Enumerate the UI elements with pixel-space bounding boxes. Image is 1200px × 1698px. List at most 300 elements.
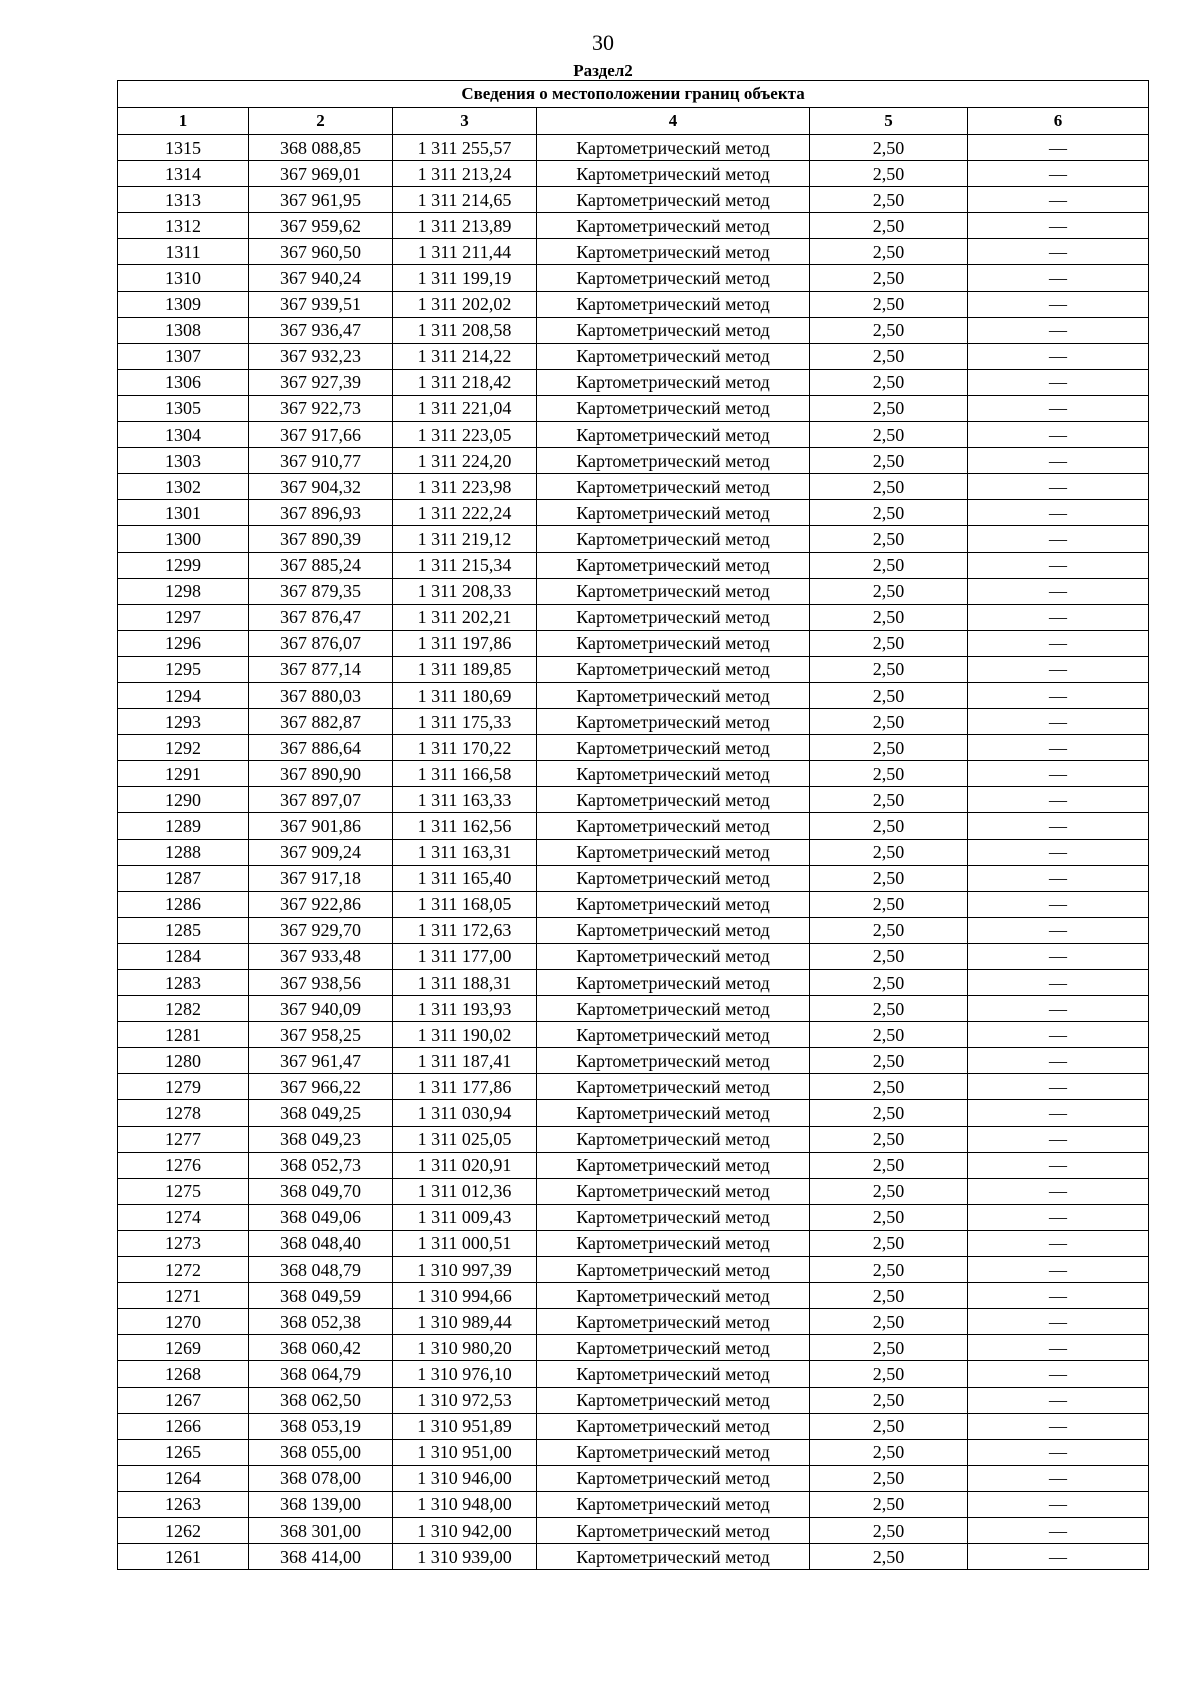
method-cell: Картометрический метод <box>537 474 810 500</box>
method-cell: Картометрический метод <box>537 213 810 239</box>
point-number-cell: 1303 <box>118 448 249 474</box>
y-coordinate-cell: 1 310 946,00 <box>393 1465 537 1491</box>
method-cell: Картометрический метод <box>537 656 810 682</box>
note-cell: — <box>968 761 1149 787</box>
table-row <box>118 656 1149 682</box>
method-cell: Картометрический метод <box>537 1152 810 1178</box>
point-number-cell: 1274 <box>118 1204 249 1230</box>
point-number-cell: 1263 <box>118 1491 249 1517</box>
y-coordinate-cell: 1 311 163,31 <box>393 839 537 865</box>
y-coordinate-cell: 1 311 214,22 <box>393 343 537 369</box>
x-coordinate-cell: 367 876,07 <box>249 630 393 656</box>
accuracy-cell: 2,50 <box>810 1257 968 1283</box>
accuracy-cell: 2,50 <box>810 1517 968 1543</box>
method-cell: Картометрический метод <box>537 291 810 317</box>
accuracy-cell: 2,50 <box>810 1074 968 1100</box>
note-cell: — <box>968 1465 1149 1491</box>
method-cell: Картометрический метод <box>537 1387 810 1413</box>
accuracy-cell: 2,50 <box>810 187 968 213</box>
note-cell: — <box>968 1517 1149 1543</box>
y-coordinate-cell: 1 311 168,05 <box>393 891 537 917</box>
note-cell: — <box>968 1178 1149 1204</box>
method-cell: Картометрический метод <box>537 422 810 448</box>
method-cell: Картометрический метод <box>537 187 810 213</box>
x-coordinate-cell: 368 055,00 <box>249 1439 393 1465</box>
y-coordinate-cell: 1 311 177,86 <box>393 1074 537 1100</box>
accuracy-cell: 2,50 <box>810 526 968 552</box>
note-cell: — <box>968 213 1149 239</box>
boundary-coordinates-table <box>117 80 1149 1570</box>
point-number-cell: 1278 <box>118 1100 249 1126</box>
y-coordinate-cell: 1 311 030,94 <box>393 1100 537 1126</box>
column-number-5: 5 <box>810 108 968 135</box>
method-cell: Картометрический метод <box>537 970 810 996</box>
method-cell: Картометрический метод <box>537 813 810 839</box>
accuracy-cell: 2,50 <box>810 317 968 343</box>
y-coordinate-cell: 1 310 939,00 <box>393 1544 537 1570</box>
y-coordinate-cell: 1 311 177,00 <box>393 943 537 969</box>
table-body <box>118 135 1149 1570</box>
table-row <box>118 578 1149 604</box>
x-coordinate-cell: 367 880,03 <box>249 682 393 708</box>
x-coordinate-cell: 367 927,39 <box>249 369 393 395</box>
x-coordinate-cell: 368 049,06 <box>249 1204 393 1230</box>
x-coordinate-cell: 368 049,23 <box>249 1126 393 1152</box>
point-number-cell: 1276 <box>118 1152 249 1178</box>
note-cell: — <box>968 161 1149 187</box>
method-cell: Картометрический метод <box>537 1361 810 1387</box>
table-row <box>118 1544 1149 1570</box>
method-cell: Картометрический метод <box>537 552 810 578</box>
x-coordinate-cell: 367 890,39 <box>249 526 393 552</box>
x-coordinate-cell: 367 958,25 <box>249 1022 393 1048</box>
accuracy-cell: 2,50 <box>810 970 968 996</box>
accuracy-cell: 2,50 <box>810 630 968 656</box>
note-cell: — <box>968 1544 1149 1570</box>
y-coordinate-cell: 1 311 221,04 <box>393 395 537 421</box>
point-number-cell: 1312 <box>118 213 249 239</box>
method-cell: Картометрический метод <box>537 1126 810 1152</box>
x-coordinate-cell: 368 049,70 <box>249 1178 393 1204</box>
note-cell: — <box>968 996 1149 1022</box>
note-cell: — <box>968 943 1149 969</box>
table-row <box>118 395 1149 421</box>
table-row <box>118 1361 1149 1387</box>
note-cell: — <box>968 1283 1149 1309</box>
note-cell: — <box>968 1491 1149 1517</box>
note-cell: — <box>968 1361 1149 1387</box>
y-coordinate-cell: 1 310 972,53 <box>393 1387 537 1413</box>
table-row <box>118 891 1149 917</box>
accuracy-cell: 2,50 <box>810 1126 968 1152</box>
x-coordinate-cell: 367 882,87 <box>249 709 393 735</box>
accuracy-cell: 2,50 <box>810 213 968 239</box>
y-coordinate-cell: 1 310 976,10 <box>393 1361 537 1387</box>
y-coordinate-cell: 1 311 202,21 <box>393 604 537 630</box>
method-cell: Картометрический метод <box>537 369 810 395</box>
point-number-cell: 1287 <box>118 865 249 891</box>
accuracy-cell: 2,50 <box>810 1465 968 1491</box>
table-caption: Сведения о местоположении границ объекта <box>118 81 1149 108</box>
point-number-cell: 1288 <box>118 839 249 865</box>
table-row <box>118 317 1149 343</box>
method-cell: Картометрический метод <box>537 526 810 552</box>
x-coordinate-cell: 368 064,79 <box>249 1361 393 1387</box>
table-row <box>118 709 1149 735</box>
column-number-1: 1 <box>118 108 249 135</box>
point-number-cell: 1293 <box>118 709 249 735</box>
table-row <box>118 1230 1149 1256</box>
accuracy-cell: 2,50 <box>810 369 968 395</box>
y-coordinate-cell: 1 311 000,51 <box>393 1230 537 1256</box>
table-row <box>118 1178 1149 1204</box>
method-cell: Картометрический метод <box>537 239 810 265</box>
y-coordinate-cell: 1 311 187,41 <box>393 1048 537 1074</box>
note-cell: — <box>968 1100 1149 1126</box>
method-cell: Картометрический метод <box>537 1335 810 1361</box>
accuracy-cell: 2,50 <box>810 1048 968 1074</box>
table-row <box>118 474 1149 500</box>
method-cell: Картометрический метод <box>537 943 810 969</box>
table-row <box>118 343 1149 369</box>
note-cell: — <box>968 187 1149 213</box>
y-coordinate-cell: 1 311 180,69 <box>393 682 537 708</box>
point-number-cell: 1314 <box>118 161 249 187</box>
point-number-cell: 1315 <box>118 135 249 161</box>
x-coordinate-cell: 367 959,62 <box>249 213 393 239</box>
note-cell: — <box>968 1204 1149 1230</box>
table-row <box>118 1517 1149 1543</box>
method-cell: Картометрический метод <box>537 891 810 917</box>
note-cell: — <box>968 317 1149 343</box>
accuracy-cell: 2,50 <box>810 761 968 787</box>
x-coordinate-cell: 367 933,48 <box>249 943 393 969</box>
x-coordinate-cell: 368 053,19 <box>249 1413 393 1439</box>
table-row <box>118 239 1149 265</box>
accuracy-cell: 2,50 <box>810 1335 968 1361</box>
table-row <box>118 970 1149 996</box>
method-cell: Картометрический метод <box>537 1517 810 1543</box>
y-coordinate-cell: 1 310 948,00 <box>393 1491 537 1517</box>
point-number-cell: 1284 <box>118 943 249 969</box>
accuracy-cell: 2,50 <box>810 917 968 943</box>
y-coordinate-cell: 1 311 208,33 <box>393 578 537 604</box>
note-cell: — <box>968 1413 1149 1439</box>
x-coordinate-cell: 367 960,50 <box>249 239 393 265</box>
y-coordinate-cell: 1 311 213,24 <box>393 161 537 187</box>
point-number-cell: 1290 <box>118 787 249 813</box>
x-coordinate-cell: 367 917,66 <box>249 422 393 448</box>
table-row <box>118 1387 1149 1413</box>
column-number-4: 4 <box>537 108 810 135</box>
x-coordinate-cell: 367 885,24 <box>249 552 393 578</box>
note-cell: — <box>968 291 1149 317</box>
point-number-cell: 1298 <box>118 578 249 604</box>
table-row <box>118 1283 1149 1309</box>
accuracy-cell: 2,50 <box>810 656 968 682</box>
point-number-cell: 1302 <box>118 474 249 500</box>
x-coordinate-cell: 368 048,40 <box>249 1230 393 1256</box>
x-coordinate-cell: 367 890,90 <box>249 761 393 787</box>
y-coordinate-cell: 1 311 214,65 <box>393 187 537 213</box>
method-cell: Картометрический метод <box>537 1283 810 1309</box>
accuracy-cell: 2,50 <box>810 395 968 421</box>
method-cell: Картометрический метод <box>537 1439 810 1465</box>
table-row <box>118 839 1149 865</box>
note-cell: — <box>968 239 1149 265</box>
point-number-cell: 1285 <box>118 917 249 943</box>
x-coordinate-cell: 367 910,77 <box>249 448 393 474</box>
note-cell: — <box>968 917 1149 943</box>
accuracy-cell: 2,50 <box>810 1100 968 1126</box>
point-number-cell: 1300 <box>118 526 249 552</box>
accuracy-cell: 2,50 <box>810 552 968 578</box>
method-cell: Картометрический метод <box>537 1178 810 1204</box>
table-row <box>118 761 1149 787</box>
point-number-cell: 1261 <box>118 1544 249 1570</box>
method-cell: Картометрический метод <box>537 735 810 761</box>
accuracy-cell: 2,50 <box>810 291 968 317</box>
x-coordinate-cell: 367 961,95 <box>249 187 393 213</box>
point-number-cell: 1266 <box>118 1413 249 1439</box>
note-cell: — <box>968 474 1149 500</box>
x-coordinate-cell: 368 062,50 <box>249 1387 393 1413</box>
accuracy-cell: 2,50 <box>810 891 968 917</box>
y-coordinate-cell: 1 311 218,42 <box>393 369 537 395</box>
point-number-cell: 1279 <box>118 1074 249 1100</box>
note-cell: — <box>968 395 1149 421</box>
accuracy-cell: 2,50 <box>810 839 968 865</box>
point-number-cell: 1301 <box>118 500 249 526</box>
accuracy-cell: 2,50 <box>810 1283 968 1309</box>
table-row <box>118 422 1149 448</box>
accuracy-cell: 2,50 <box>810 1544 968 1570</box>
accuracy-cell: 2,50 <box>810 343 968 369</box>
y-coordinate-cell: 1 311 189,85 <box>393 656 537 682</box>
method-cell: Картометрический метод <box>537 1465 810 1491</box>
note-cell: — <box>968 1439 1149 1465</box>
accuracy-cell: 2,50 <box>810 422 968 448</box>
point-number-cell: 1308 <box>118 317 249 343</box>
point-number-cell: 1269 <box>118 1335 249 1361</box>
method-cell: Картометрический метод <box>537 161 810 187</box>
table-row <box>118 1491 1149 1517</box>
table-row <box>118 813 1149 839</box>
note-cell: — <box>968 578 1149 604</box>
x-coordinate-cell: 368 301,00 <box>249 1517 393 1543</box>
note-cell: — <box>968 369 1149 395</box>
y-coordinate-cell: 1 311 188,31 <box>393 970 537 996</box>
accuracy-cell: 2,50 <box>810 709 968 735</box>
table-row <box>118 1335 1149 1361</box>
y-coordinate-cell: 1 311 193,93 <box>393 996 537 1022</box>
section-label: Раздел2 <box>573 61 633 80</box>
point-number-cell: 1297 <box>118 604 249 630</box>
point-number-cell: 1306 <box>118 369 249 395</box>
method-cell: Картометрический метод <box>537 630 810 656</box>
method-cell: Картометрический метод <box>537 1413 810 1439</box>
table-row <box>118 135 1149 161</box>
point-number-cell: 1270 <box>118 1309 249 1335</box>
note-cell: — <box>968 604 1149 630</box>
table-row <box>118 1465 1149 1491</box>
point-number-cell: 1295 <box>118 656 249 682</box>
method-cell: Картометрический метод <box>537 1100 810 1126</box>
point-number-cell: 1262 <box>118 1517 249 1543</box>
point-number-cell: 1264 <box>118 1465 249 1491</box>
method-cell: Картометрический метод <box>537 1491 810 1517</box>
point-number-cell: 1310 <box>118 265 249 291</box>
y-coordinate-cell: 1 310 942,00 <box>393 1517 537 1543</box>
note-cell: — <box>968 552 1149 578</box>
method-cell: Картометрический метод <box>537 1257 810 1283</box>
y-coordinate-cell: 1 311 197,86 <box>393 630 537 656</box>
point-number-cell: 1280 <box>118 1048 249 1074</box>
table-caption-row <box>118 81 1149 108</box>
table-row <box>118 1257 1149 1283</box>
note-cell: — <box>968 839 1149 865</box>
method-cell: Картометрический метод <box>537 1022 810 1048</box>
x-coordinate-cell: 368 060,42 <box>249 1335 393 1361</box>
note-cell: — <box>968 709 1149 735</box>
x-coordinate-cell: 368 049,25 <box>249 1100 393 1126</box>
point-number-cell: 1267 <box>118 1387 249 1413</box>
point-number-cell: 1275 <box>118 1178 249 1204</box>
x-coordinate-cell: 367 917,18 <box>249 865 393 891</box>
point-number-cell: 1299 <box>118 552 249 578</box>
point-number-cell: 1277 <box>118 1126 249 1152</box>
accuracy-cell: 2,50 <box>810 996 968 1022</box>
method-cell: Картометрический метод <box>537 917 810 943</box>
x-coordinate-cell: 368 052,38 <box>249 1309 393 1335</box>
table-row <box>118 187 1149 213</box>
x-coordinate-cell: 367 904,32 <box>249 474 393 500</box>
method-cell: Картометрический метод <box>537 839 810 865</box>
y-coordinate-cell: 1 311 170,22 <box>393 735 537 761</box>
point-number-cell: 1273 <box>118 1230 249 1256</box>
accuracy-cell: 2,50 <box>810 943 968 969</box>
table-row <box>118 996 1149 1022</box>
method-cell: Картометрический метод <box>537 135 810 161</box>
table-row <box>118 1309 1149 1335</box>
x-coordinate-cell: 367 896,93 <box>249 500 393 526</box>
accuracy-cell: 2,50 <box>810 1022 968 1048</box>
x-coordinate-cell: 367 877,14 <box>249 656 393 682</box>
x-coordinate-cell: 367 940,09 <box>249 996 393 1022</box>
x-coordinate-cell: 367 897,07 <box>249 787 393 813</box>
note-cell: — <box>968 1257 1149 1283</box>
table-row <box>118 735 1149 761</box>
accuracy-cell: 2,50 <box>810 239 968 265</box>
y-coordinate-cell: 1 311 025,05 <box>393 1126 537 1152</box>
table-row <box>118 865 1149 891</box>
x-coordinate-cell: 368 052,73 <box>249 1152 393 1178</box>
page-number: 30 <box>592 30 614 55</box>
method-cell: Картометрический метод <box>537 865 810 891</box>
accuracy-cell: 2,50 <box>810 1491 968 1517</box>
table-row <box>118 1074 1149 1100</box>
note-cell: — <box>968 1022 1149 1048</box>
y-coordinate-cell: 1 311 175,33 <box>393 709 537 735</box>
note-cell: — <box>968 1126 1149 1152</box>
method-cell: Картометрический метод <box>537 343 810 369</box>
x-coordinate-cell: 367 909,24 <box>249 839 393 865</box>
method-cell: Картометрический метод <box>537 996 810 1022</box>
table-row <box>118 161 1149 187</box>
x-coordinate-cell: 367 961,47 <box>249 1048 393 1074</box>
table-row <box>118 291 1149 317</box>
note-cell: — <box>968 813 1149 839</box>
y-coordinate-cell: 1 311 020,91 <box>393 1152 537 1178</box>
note-cell: — <box>968 630 1149 656</box>
accuracy-cell: 2,50 <box>810 578 968 604</box>
point-number-cell: 1296 <box>118 630 249 656</box>
accuracy-cell: 2,50 <box>810 135 968 161</box>
point-number-cell: 1265 <box>118 1439 249 1465</box>
y-coordinate-cell: 1 310 997,39 <box>393 1257 537 1283</box>
y-coordinate-cell: 1 311 224,20 <box>393 448 537 474</box>
x-coordinate-cell: 368 139,00 <box>249 1491 393 1517</box>
y-coordinate-cell: 1 311 211,44 <box>393 239 537 265</box>
x-coordinate-cell: 367 922,73 <box>249 395 393 421</box>
note-cell: — <box>968 422 1149 448</box>
table-row <box>118 1152 1149 1178</box>
note-cell: — <box>968 1387 1149 1413</box>
point-number-cell: 1281 <box>118 1022 249 1048</box>
accuracy-cell: 2,50 <box>810 865 968 891</box>
note-cell: — <box>968 656 1149 682</box>
point-number-cell: 1271 <box>118 1283 249 1309</box>
table-row <box>118 1100 1149 1126</box>
y-coordinate-cell: 1 311 190,02 <box>393 1022 537 1048</box>
method-cell: Картометрический метод <box>537 761 810 787</box>
y-coordinate-cell: 1 310 951,89 <box>393 1413 537 1439</box>
accuracy-cell: 2,50 <box>810 265 968 291</box>
method-cell: Картометрический метод <box>537 395 810 421</box>
table-row <box>118 448 1149 474</box>
x-coordinate-cell: 367 936,47 <box>249 317 393 343</box>
column-number-row <box>118 108 1149 135</box>
note-cell: — <box>968 265 1149 291</box>
y-coordinate-cell: 1 311 219,12 <box>393 526 537 552</box>
method-cell: Картометрический метод <box>537 500 810 526</box>
table-row <box>118 630 1149 656</box>
method-cell: Картометрический метод <box>537 1230 810 1256</box>
accuracy-cell: 2,50 <box>810 1309 968 1335</box>
point-number-cell: 1307 <box>118 343 249 369</box>
method-cell: Картометрический метод <box>537 604 810 630</box>
y-coordinate-cell: 1 311 202,02 <box>393 291 537 317</box>
method-cell: Картометрический метод <box>537 448 810 474</box>
accuracy-cell: 2,50 <box>810 1230 968 1256</box>
accuracy-cell: 2,50 <box>810 735 968 761</box>
note-cell: — <box>968 526 1149 552</box>
method-cell: Картометрический метод <box>537 1204 810 1230</box>
column-number-3: 3 <box>393 108 537 135</box>
x-coordinate-cell: 367 901,86 <box>249 813 393 839</box>
accuracy-cell: 2,50 <box>810 787 968 813</box>
y-coordinate-cell: 1 311 162,56 <box>393 813 537 839</box>
table-row <box>118 369 1149 395</box>
x-coordinate-cell: 367 932,23 <box>249 343 393 369</box>
table-row <box>118 1048 1149 1074</box>
note-cell: — <box>968 135 1149 161</box>
accuracy-cell: 2,50 <box>810 474 968 500</box>
table-row <box>118 682 1149 708</box>
accuracy-cell: 2,50 <box>810 1387 968 1413</box>
y-coordinate-cell: 1 311 172,63 <box>393 917 537 943</box>
accuracy-cell: 2,50 <box>810 1361 968 1387</box>
